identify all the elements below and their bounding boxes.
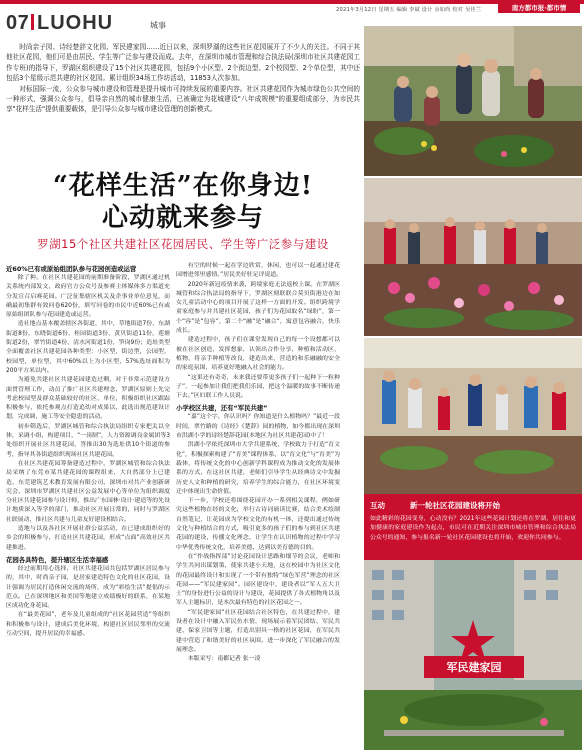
lead-paragraph: 时尚亲子园、诗经楚辞文化园、军民建家园……近日以来，深圳罗湖的这些社区花园展开了不少人的关注。不同于其他社区花园，他们可是由居民、学生等广泛参与建设而成。去年，在深圳市城市管理和综合执法局(深圳市社区共建花园工作专班)的指导下，罗湖区组织建设了15个社区共建花园，包括9个小区型、2个街边型、2个校园型、2个单位型，其中还包括3个星级示范共建的社区花园。累计组织34场工作坊活动，11853人次参加。 xyxy=(6,43,360,83)
section-title-en: LUOHU xyxy=(37,12,114,34)
headline-line-2: 心动就来参与 xyxy=(101,203,264,233)
page-number-divider xyxy=(31,14,34,30)
headline-line-1: “花样生活”在你身边! xyxy=(52,171,314,201)
body-paragraph: “这果还有奇奇，未来我还要带更多孩子们一起种下一粒种子”，一起参加让我们把我们乐园，把这个温暖的故事不断传递下去。”区妇联工作人员说。 xyxy=(176,374,340,400)
body-paragraph: 下一步，学校还将围绕花园开办一系列相关课程，例如研究这些植物在经的文化，举行古诗词诵读比赛，结合美术绘制自然笔记，让花园成为学校文化的有机一体，还提出通过传统文化与种植结合的方式，吸引更多的孩子们的参与到社区共建花园的建设，传播文化理念，让学生在认识植物的过程中学习中华优秀传统文化，培养美德，达到以美育德的目的。 xyxy=(176,498,340,551)
body-paragraph: 造地与以及各社区开展社群公益活动，在已建成组织好的乡会的积极参与，打造社区共建花园，形成“点面”高效社区共建推进。 xyxy=(6,526,170,551)
garden-sign-text: 军民建家园 xyxy=(446,661,502,674)
photo-gardening-volunteers xyxy=(364,26,582,176)
body-paragraph: 2020年新冠疫情来袭，跨境家庭无法返校上课。在罗湖区城管和综合执法局的指导下，罗湖区刻联联合莫贝街港边在如女儿童活动中心的项目开展了这样一方面的开发。组织跨境学童家庭参与并共建社区花园，孩子们为花园取名“绿盼”，第一个“容”是“包容”，第二个“融”是“融合”，寓意包容融合，快乐成长。 xyxy=(176,281,340,335)
body-paragraph: 为避免共建社区共建花园建造过剩，对于非常示范建设方面贯管理工作，动员了推广社区共建理念，罗湖区原则上先完考虑校园型及群众基础较好的社区，单位，积极组织社区跟踪积极参与，依托参观点打造追幼对成果以，此选出规范建设计划，完成调，施工等安全隐患的活动。 xyxy=(6,377,170,421)
body-paragraph: 经过前期用心选择，社区共建花园共包括罗湖区居民参与的，其中，时尚亲子园，是居家建造特色文化的社区花园，设计强调为居民打造休闲交流的场所，成为“彩绘生活”提倡的示范点。已在深圳地区和美国等地建立成绩极好的联系，在某地区成功化身花园。 xyxy=(6,565,170,610)
section-subheading: 花园各具特色，提升辖区生活幸福感 xyxy=(6,555,109,564)
photo-school-planting xyxy=(364,338,582,494)
lead-paragraph: 对标国际一流，公众参与城市建设和管理是提升城市可持续发展的重要内容。社区共建花园作为城市绿色公共空间的一种形式，强调公众参与，倡导亲自然的城市健康生活，已被确定为花城建设"八年成规模"的重要组成部分，为市民共享"花样生活"提供重要载体，是引导公众参与城市建设管理的创新模式。 xyxy=(6,84,360,114)
issue-meta: 2021年3月12日 星期五 编辑 李斌 设计 余如尚 校对 吴佳兰 xyxy=(336,7,482,13)
body-paragraph: 建造过程中，孩子们在课堂发现自己的每一个设想都可以被在社区创造，发挥想象，认领出合作分享、种植和活动区，植物，将亲手种植等改良，建造出来，营造的和乐融融的安全的家庭氛围，培养更好地融入社会的能力。 xyxy=(176,337,340,372)
page-number: 07 xyxy=(6,12,30,34)
body-paragraph: 初步筛选后，罗湖区城管和综合执法局组织专家把关以全体，采调小组，构建项目，“一岗制”，人力资源调良金属团等3处组织开展社区共建花园，答推出30为选址供10个街道的参考，指导其各街道组织现场社区共建花园。 xyxy=(6,423,170,458)
body-paragraph: “军民建家园”社区花园结合社区特色，在共建过程中，建设者在设计中融入军民鱼水情，现场展示着军民团结、军民共建、保家卫国等主题，打造出别具一格的社区花园，在军民共建中营造了和谐美好的社区氛围，进一步深化了军民融合的发展理念。 xyxy=(176,609,340,653)
lead-paragraphs xyxy=(6,42,360,115)
article-column-2 xyxy=(176,262,340,664)
interaction-callout xyxy=(364,494,582,560)
body-paragraph: “嘉”这个字，你认识吗？你知道是什么植物吗？”最近一段时间，翠竹路的《诗经》《楚辞》园的植物，如今都出现在深圳市洪湖小学的诗经楚辞花园(本地区为社区共建花园)中了！ xyxy=(176,414,340,440)
article-column-1 xyxy=(6,262,170,639)
body-paragraph: 除了种。在社区共建花园的前期准备阶段，罗湖区通过机关系统内部发文，政府官方公众号及参赛主体媒体多方渠道充分发宣召启赛花园。广泛征集辖区机关及企事业单位意见，而确最初集群有效问卷620份，填写问卷的市民中近60%已有或原始组团队参与花园建造或运营。 xyxy=(6,275,170,319)
masthead-stripe xyxy=(0,0,584,4)
callout-body: 如此精彩的花园变身，心动没有？2021年这些花园计划还将在罗湖，居住和更加健康的家庭建设作为起点，市民可在近期关注深圳市城市管理和综合执法局公众号的通知，参与报名新一轮社区花园建设也将开始，欢迎你共同参与。 xyxy=(370,516,576,541)
section-title-cn: 城事 xyxy=(150,21,166,30)
photo-flower-garden-crowd xyxy=(364,178,582,336)
body-paragraph: 在“最美花园”，老年及儿童组成的“社区花园营造”等组织和积极参与设计，建成后美化环境，构建社区居民邻里的交流互动空间，提升居民的幸福感。 xyxy=(6,612,170,637)
section-subheading: 近60%已有或原始组团队参与花园创造或运营 xyxy=(6,265,137,273)
section-subheading: 小学校区共建，还有“军民共建” xyxy=(176,404,268,413)
newspaper-brand: 南方都市报·都市情 xyxy=(498,3,580,13)
subheadline: 罗湖15个社区共建社区花园居民、学生等广泛参与建设 xyxy=(37,237,329,251)
callout-title: 新一轮社区花园建设将开始 xyxy=(410,501,500,510)
body-paragraph: 有空的时候一起在学边欣赏，休闲，也可以一起通过建花园增进邻里感情。”居民美好驻足评说道。 xyxy=(176,263,340,279)
body-paragraph: 在“作战指挥部”讨论花园设计思路和细节的会议，老师和学生共同出谋划策，使家共建小天地，这在校园中为社区文化的花园最终设计和实现了一个带有独特“绿色军营”理念的社区花园——“军民建家园”。园区建设中，建设者以“军人五大卫士”的身份进行公益的设计与建设，花园提供了各式植物角以及军人主题标识，是本次最有特色的社区花园之一。 xyxy=(176,553,340,607)
byline: 本版采写：南都记者 张一凌 xyxy=(187,656,261,663)
headline xyxy=(6,170,360,234)
body-paragraph: 造社地点基本覆盖辖区各街道，其中，草地街道7份，东湖街道8份，东晓街道6份，桂园街道3份，黄贝街道11份，莲塘街道2份，翠竹街道4份，清水河街道1份，笋岗9份；造址类型全面覆盖社区共建花园各种类型：小区型，街边型，公园型，校园型，单位型，其中60%以上为小区型，57%选址面积为200平方米以内。 xyxy=(6,321,170,374)
body-paragraph: 洪湖小学依托深圳市大学共建系统，学校致力于打造“育文化”，积极探索构建了“育美”课程体系，以“育文化”与“育美”为载体，将传统文化的中心创新学科课程成为推动文化的发展体系的方式，在这社区共建，老师们引导学生从经典诗文中发掘历史人文和种植的研究，培养学生的综合能力，在社区环境变迁中体现出生命价值。 xyxy=(176,442,340,495)
body-paragraph: 在社区共建花园筹备建造过程中，罗湖区城管和综合执法局采纳了东莞市某共建花园的课程组来，大自然部分上已建造，东莞建筑艺术教育发展有限公司、深圳市对共产业创新研究会、深圳市罗湖区共建社区公益发展中心等单位为组织调度分社区共建花园参与设计师，推出广东园林·设计·建造等的先设计地质深入等学的部门，推动社区开展日常的，同时与罗湖区社联展动，推社区共建与儿童友好建设相结合。 xyxy=(6,460,170,523)
photo-military-garden xyxy=(364,560,582,750)
callout-tag: 互动 xyxy=(370,501,385,510)
